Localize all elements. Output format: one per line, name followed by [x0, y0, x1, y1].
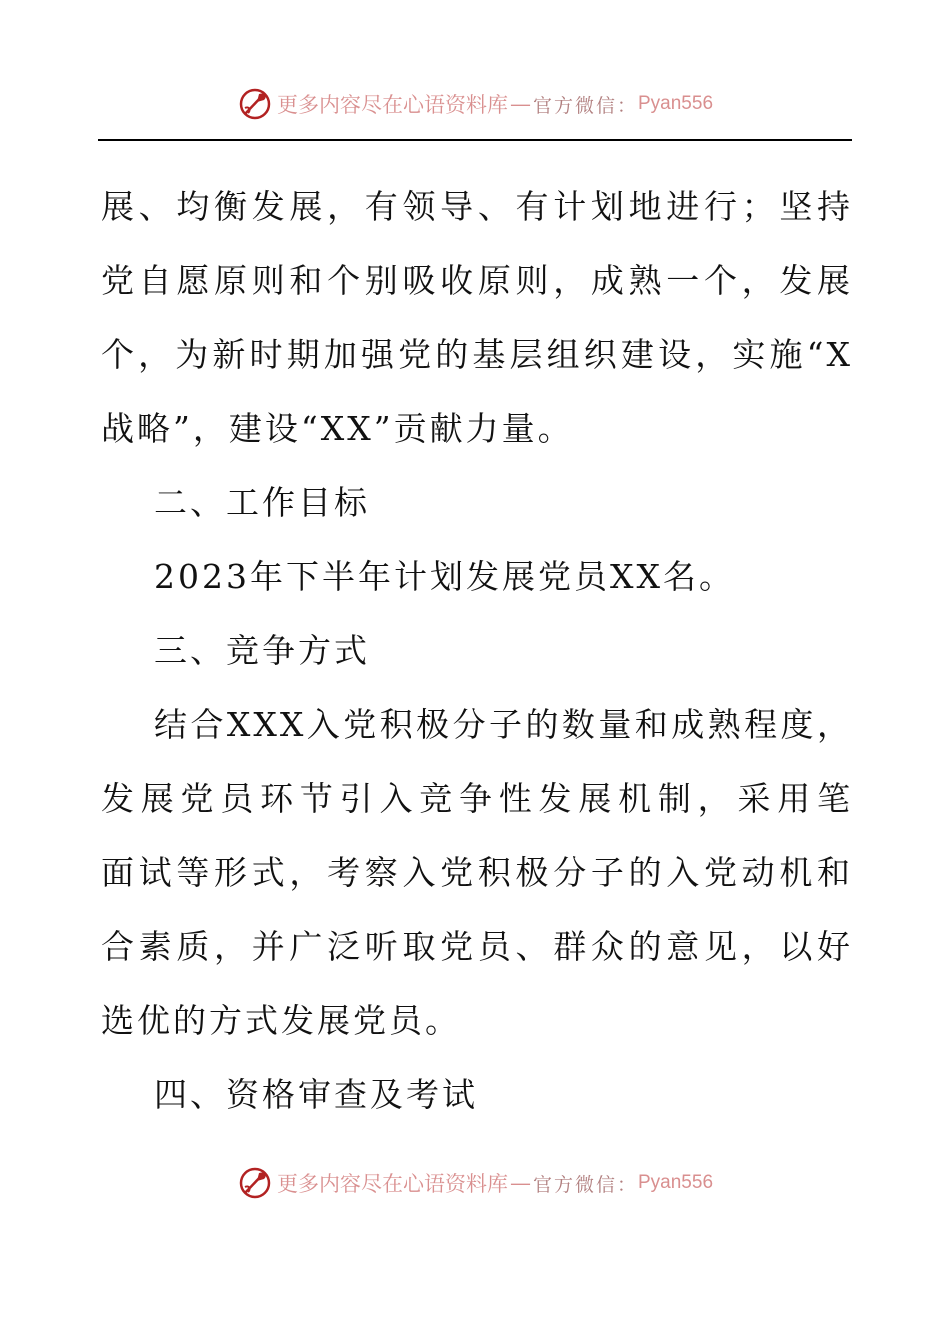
watermark-dash: — [509, 1171, 531, 1195]
section-heading-qualification: 四、资格审查及考试 [154, 1075, 478, 1114]
document-body [101, 170, 853, 1132]
paragraph-principles [101, 170, 853, 466]
text-line: 个，为新时期加强党的基层组织建设，实施“X [101, 335, 853, 374]
section-heading-goals: 二、工作目标 [154, 483, 370, 522]
watermark-site-text: 更多内容尽在心语资料库 [276, 1172, 508, 1196]
text-line: 发展党员环节引入竞争性发展机制，采用笔 [101, 779, 853, 818]
watermark-wechat-id: Pyan556 [638, 93, 714, 114]
text-line: 面试等形式，考察入党积极分子的入党动机和 [101, 853, 853, 892]
text-line: 合素质，并广泛听取党员、群众的意见，以好 [101, 927, 853, 966]
paragraph-goal: 2023年下半年计划发展党员XX名。 [154, 557, 735, 596]
header-watermark [0, 84, 950, 124]
watermark-wechat-label: 官方微信： [532, 1173, 638, 1196]
text-line: 展、均衡发展，有领导、有计划地进行；坚持 [101, 187, 853, 226]
section-heading-competition: 三、竞争方式 [154, 631, 370, 670]
text-line: 选优的方式发展党员。 [101, 1001, 461, 1040]
watermark-wechat-label: 官方微信： [532, 94, 638, 117]
quill-logo-icon [237, 86, 273, 122]
text-line: 党自愿原则和个别吸收原则，成熟一个，发展 [101, 261, 853, 300]
paragraph-competition [101, 688, 853, 1058]
text-line: 战略”，建设“XX”贡献力量。 [101, 409, 574, 448]
header-divider [98, 139, 852, 141]
watermark-dash: — [509, 92, 531, 116]
watermark-wechat-id: Pyan556 [638, 1172, 714, 1193]
watermark-site-text: 更多内容尽在心语资料库 [276, 93, 508, 117]
footer-watermark [0, 1163, 950, 1203]
quill-logo-icon [237, 1165, 273, 1201]
text-line: 结合XXX入党积极分子的数量和成熟程度， [154, 705, 853, 744]
